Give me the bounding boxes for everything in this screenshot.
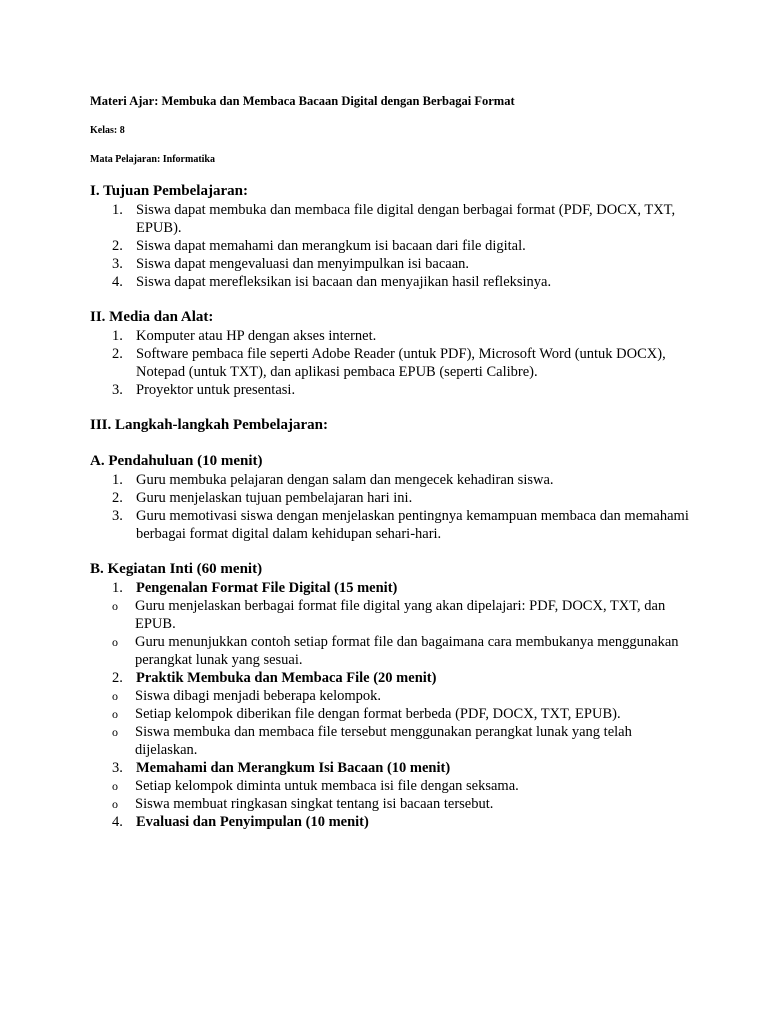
list-item — [90, 579, 690, 597]
bullet-icon: o — [112, 725, 118, 739]
list-number: 2. — [112, 238, 123, 254]
sub-list-container — [90, 777, 690, 813]
list-number: 1. — [112, 580, 123, 596]
list-number: 3. — [112, 382, 123, 398]
sub-list — [90, 597, 690, 669]
sub-list-item-text: Siswa membuka dan membaca file tersebut menggunakan perangkat lunak yang telah dijelaskan. — [135, 724, 632, 758]
list-item — [90, 255, 690, 273]
list-number: 1. — [112, 328, 123, 344]
section-heading-langkah: III. Langkah-langkah Pembelajaran: — [90, 417, 328, 433]
list-item-title: Evaluasi dan Penyimpulan (10 menit) — [136, 814, 369, 830]
sub-list-item-text: Guru menunjukkan contoh setiap format file dan bagaimana cara membukanya menggunakan perangkat lunak yang sesuai. — [135, 634, 679, 668]
list-item — [90, 669, 690, 687]
subsection-heading-kegiatan-inti: B. Kegiatan Inti (60 menit) — [90, 561, 263, 577]
section-heading-media: II. Media dan Alat: — [90, 309, 214, 325]
subsection-heading-pendahuluan: A. Pendahuluan (10 menit) — [90, 453, 263, 469]
list-item-text: Guru memotivasi siswa dengan menjelaskan pentingnya kemampuan membaca dan memahami berbagai format digital dalam kehidupan sehari-hari. — [136, 508, 689, 542]
meta-mapel-label: Mata Pelajaran — [90, 154, 157, 165]
sub-list-item — [90, 633, 690, 669]
meta-kelas — [90, 124, 690, 138]
list-item-text: Siswa dapat membuka dan membaca file digital dengan berbagai format (PDF, DOCX, TXT, EPUB). — [136, 202, 676, 236]
list-item — [90, 327, 690, 345]
sub-list-item — [90, 723, 690, 759]
list-item-text: Siswa dapat mengevaluasi dan menyimpulkan isi bacaan. — [136, 256, 470, 272]
sub-list-item-text: Siswa membuat ringkasan singkat tentang isi bacaan tersebut. — [135, 796, 494, 812]
meta-kelas-label: Kelas — [90, 125, 114, 136]
sub-list-item-text: Guru menjelaskan berbagai format file digital yang akan dipelajari: PDF, DOCX, TXT, dan EPUB. — [135, 598, 666, 632]
list-item — [90, 381, 690, 399]
sub-list-item — [90, 687, 690, 705]
pendahuluan-list — [90, 471, 690, 543]
list-number: 4. — [112, 814, 123, 830]
list-item — [90, 813, 690, 831]
sub-list-item — [90, 777, 690, 795]
list-item — [90, 345, 690, 381]
meta-mapel — [90, 153, 690, 167]
sub-list-item-text: Setiap kelompok diberikan file dengan format berbeda (PDF, DOCX, TXT, EPUB). — [135, 706, 621, 722]
meta-mapel-value: : Informatika — [156, 154, 215, 165]
list-item-text: Siswa dapat merefleksikan isi bacaan dan menyajikan hasil refleksinya. — [136, 274, 552, 290]
media-list — [90, 327, 690, 399]
list-item — [90, 507, 690, 543]
document-body — [90, 92, 690, 831]
list-item-text: Siswa dapat memahami dan merangkum isi bacaan dari file digital. — [136, 238, 526, 254]
meta-kelas-value: : 8 — [113, 125, 125, 136]
list-item — [90, 489, 690, 507]
sub-list-item — [90, 597, 690, 633]
sub-list-container — [90, 597, 690, 669]
bullet-icon: o — [112, 689, 118, 703]
list-number: 2. — [112, 490, 123, 506]
kegiatan-inti-list — [90, 579, 690, 831]
list-item-title: Praktik Membuka dan Membaca File (20 menit) — [136, 670, 437, 686]
list-item-text: Proyektor untuk presentasi. — [136, 382, 296, 398]
list-item-title: Memahami dan Merangkum Isi Bacaan (10 menit) — [136, 760, 451, 776]
bullet-icon: o — [112, 599, 118, 613]
list-item-text: Software pembaca file seperti Adobe Reader (untuk PDF), Microsoft Word (untuk DOCX), Notepad (untuk TXT), dan aplikasi pembaca EPUB (seperti Calibre). — [136, 346, 666, 380]
list-number: 3. — [112, 256, 123, 272]
sub-list-item — [90, 705, 690, 723]
sub-list-item-text: Siswa dibagi menjadi beberapa kelompok. — [135, 688, 382, 704]
list-item — [90, 759, 690, 777]
tujuan-list — [90, 201, 690, 291]
list-item — [90, 471, 690, 489]
list-number: 2. — [112, 346, 123, 362]
list-number: 1. — [112, 202, 123, 218]
sub-list — [90, 687, 690, 759]
list-item-text: Guru membuka pelajaran dengan salam dan mengecek kehadiran siswa. — [136, 472, 554, 488]
list-item-title: Pengenalan Format File Digital (15 menit) — [136, 580, 398, 596]
sub-list — [90, 777, 690, 813]
list-item-text: Komputer atau HP dengan akses internet. — [136, 328, 377, 344]
bullet-icon: o — [112, 707, 118, 721]
bullet-icon: o — [112, 779, 118, 793]
sub-list-item-text: Setiap kelompok diminta untuk membaca isi file dengan seksama. — [135, 778, 519, 794]
list-item-text: Guru menjelaskan tujuan pembelajaran hari ini. — [136, 490, 413, 506]
section-heading-tujuan: I. Tujuan Pembelajaran: — [90, 183, 248, 199]
list-number: 2. — [112, 670, 123, 686]
bullet-icon: o — [112, 635, 118, 649]
sub-list-container — [90, 687, 690, 759]
list-number: 3. — [112, 760, 123, 776]
list-number: 3. — [112, 508, 123, 524]
list-item — [90, 237, 690, 255]
list-number: 1. — [112, 472, 123, 488]
list-number: 4. — [112, 274, 123, 290]
document-title: Materi Ajar: Membuka dan Membaca Bacaan Digital dengan Berbagai Format — [90, 94, 515, 108]
bullet-icon: o — [112, 797, 118, 811]
list-item — [90, 273, 690, 291]
list-item — [90, 201, 690, 237]
sub-list-item — [90, 795, 690, 813]
